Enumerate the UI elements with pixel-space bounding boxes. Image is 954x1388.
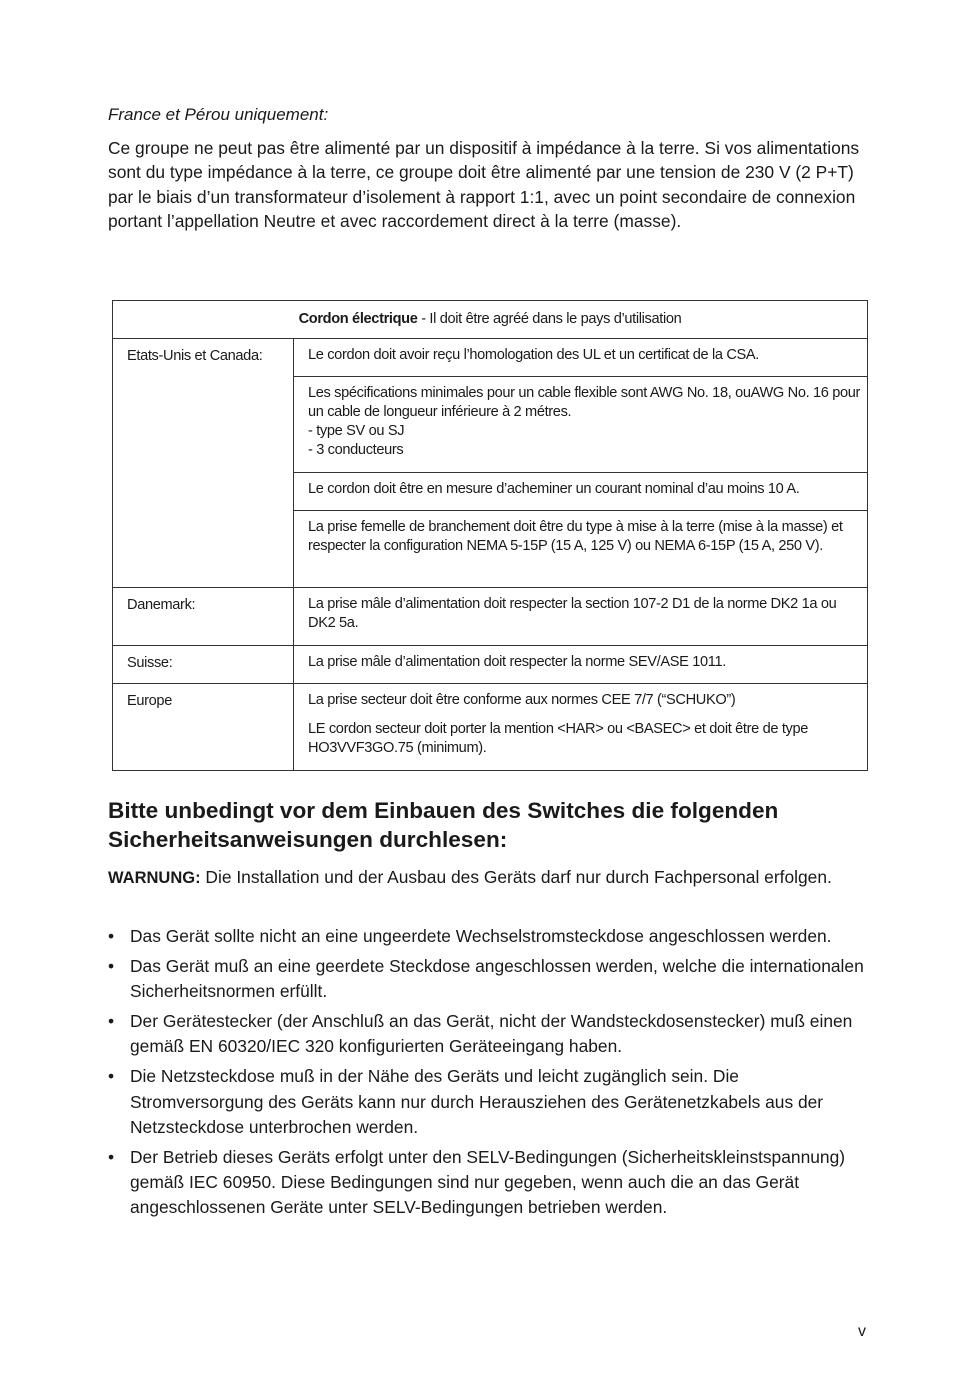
requirement-text: LE cordon secteur doit porter la mention <HAR> ou <BASEC> et doit être de type HO3VVF3GO.75 (minimum). <box>308 721 808 756</box>
france-peru-label: France et Pérou uniquement: <box>108 105 329 124</box>
requirement-text: La prise mâle d’alimentation doit respecter la section 107-2 D1 de la norme DK2 1a ou DK2 5a. <box>308 596 837 631</box>
requirement-text: Les spécifications minimales pour un cable flexible sont AWG No. 18, ouAWG No. 16 pour un cable de longueur inférieure à 2 métres. <box>308 385 861 420</box>
bullet-icon: • <box>108 1146 115 1167</box>
list-item <box>108 1064 868 1140</box>
warning-paragraph <box>108 865 868 891</box>
list-item-text: Der Betrieb dieses Geräts erfolgt unter den SELV-Bedingungen (Sicherheitskleinstspannung) gemäß IEC 60950. Diese Bedingungen sind nur gegeben, wenn auch die an das Gerät angeschlossenen Geräte unter SELV-Bedingungen betrieben werden. <box>130 1146 846 1218</box>
table-header <box>113 301 868 339</box>
list-item <box>108 924 868 949</box>
german-safety-heading: Bitte unbedingt vor dem Einbauen des Switches die folgenden Sicherheitsanweisungen durchlesen: <box>108 798 779 852</box>
list-item <box>108 1009 868 1059</box>
requirement-text: La prise secteur doit être conforme aux normes CEE 7/7 (“SCHUKO”) <box>308 692 736 708</box>
table-header-bold: Cordon électrique <box>298 311 418 327</box>
page-number: v <box>858 1323 866 1340</box>
requirement-cell <box>294 684 868 771</box>
bullet-icon: • <box>108 956 115 976</box>
list-item-text: Das Gerät sollte nicht an eine ungeerdete Wechselstromsteckdose angeschlossen werden. <box>130 926 832 946</box>
warning-label: WARNUNG: <box>108 869 201 887</box>
intro-paragraph: Ce groupe ne peut pas être alimenté par un dispositif à impédance à la terre. Si vos alimentations sont du type impédance à la terre, ce groupe doit être alimenté par une tension de 230 V (2 P+T) par le biais d’un transformateur d’isolement à rapport 1:1, avec un point secondaire de connexion portant l’appellation Neutre et avec raccordement direct à la terre (masse). <box>108 138 860 232</box>
requirement-cell <box>294 377 868 473</box>
requirement-cell <box>294 646 868 684</box>
requirement-cell <box>294 588 868 646</box>
requirement-cell <box>294 473 868 511</box>
list-item-text: Das Gerät muß an eine geerdete Steckdose angeschlossen werden, welche die internationalen Sicherheitsnormen erfüllt. <box>130 956 864 1002</box>
list-item <box>108 1145 868 1221</box>
warning-text: Die Installation und der Ausbau des Geräts darf nur durch Fachpersonal erfolgen. <box>200 867 832 887</box>
bullet-icon: • <box>108 1066 115 1087</box>
requirement-cell <box>294 339 868 377</box>
list-item-text: Der Gerätestecker (der Anschluß an das Gerät, nicht der Wandsteckdosenstecker) muß einen gemäß EN 60320/IEC 320 konfigurierten Geräteeingang haben. <box>130 1011 853 1057</box>
country-europe: Europe <box>113 684 294 771</box>
power-cord-table <box>112 300 868 771</box>
safety-bullet-list <box>108 924 868 1225</box>
list-item-text: Die Netzsteckdose muß in der Nähe des Geräts und leicht zugänglich sein. Die Stromversorgung des Geräts kann nur durch Herausziehen des Gerätenetzkabels aus der Netzsteckdose unterbrochen werden. <box>130 1066 824 1137</box>
requirement-text: - 3 conducteurs <box>308 442 404 458</box>
requirement-text: La prise mâle d’alimentation doit respecter la norme SEV/ASE 1011. <box>308 654 726 670</box>
country-usa-canada: Etats-Unis et Canada: <box>113 339 294 588</box>
bullet-icon: • <box>108 1011 115 1032</box>
country-denmark: Danemark: <box>113 588 294 646</box>
requirement-text: La prise femelle de branchement doit être du type à mise à la terre (mise à la masse) et respecter la configuration NEMA 5-15P (15 A, 125 V) ou NEMA 6-15P (15 A, 250 V). <box>308 519 843 554</box>
requirement-cell <box>294 511 868 588</box>
requirement-text: - type SV ou SJ <box>308 423 405 439</box>
list-item <box>108 954 868 1004</box>
bullet-icon: • <box>108 926 115 946</box>
country-switzerland: Suisse: <box>113 646 294 684</box>
requirement-text: Le cordon doit avoir reçu l’homologation des UL et un certificat de la CSA. <box>308 347 760 363</box>
requirement-text: Le cordon doit être en mesure d’acheminer un courant nominal d’au moins 10 A. <box>308 481 800 497</box>
table-header-rest: - Il doit être agréé dans le pays d’utilisation <box>417 311 682 327</box>
